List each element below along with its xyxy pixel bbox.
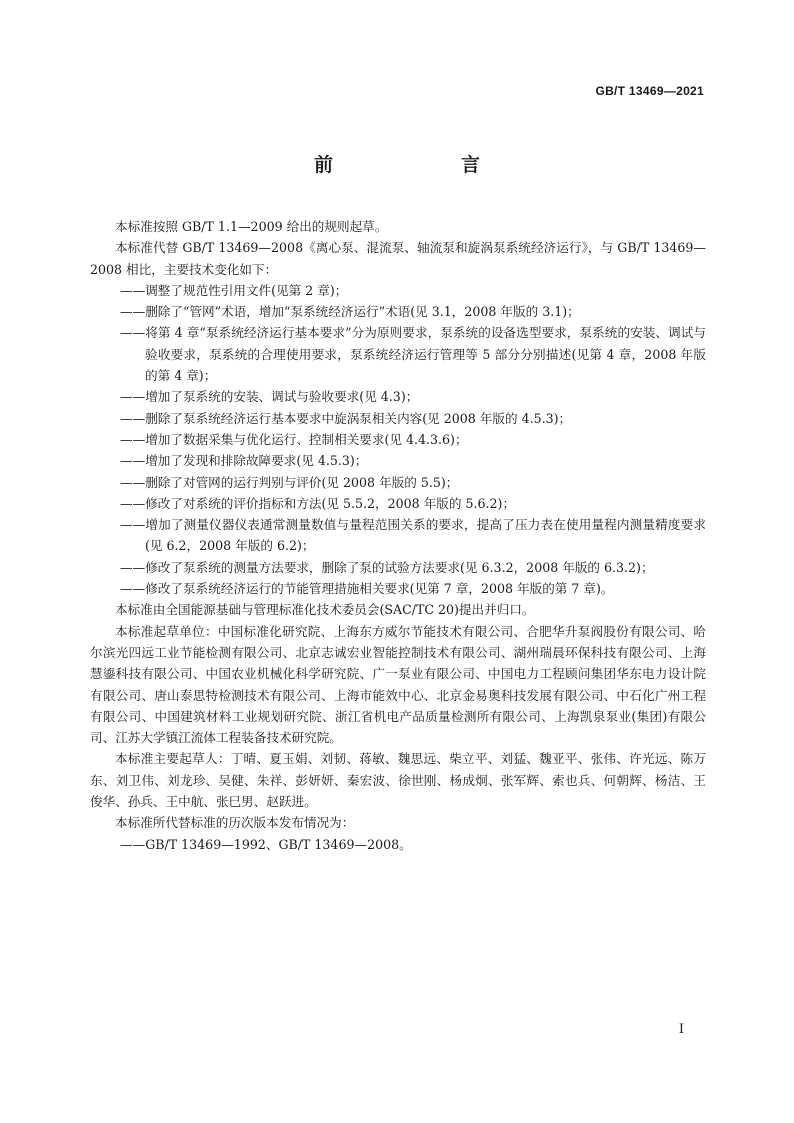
change-item: ——删除了泵系统经济运行基本要求中旋涡泵相关内容(见 2008 年版的 4.5.3)； [120, 410, 572, 426]
change-item: ——修改了泵系统的测量方法要求，删除了泵的试验方法要求(见 6.3.2，2008 年版的 6.3.2)； [120, 559, 654, 575]
paragraph: 本标准代替 GB/T 13469—2008《离心泵、混流泵、轴流泵和旋涡泵系统经济运行》，与 GB/T 13469—2008 相比，主要技术变化如下： [90, 240, 706, 277]
change-item: ——增加了泵系统的安装、调试与验收要求(见 4.3)； [120, 389, 419, 405]
change-item: ——将第 4 章“泵系统经济运行基本要求”分为原则要求，泵系统的设备选型要求，泵系统的安装、调试与验收要求，泵系统的合理使用要求，泵系统经济运行管理等 5 部分分别描述(见第 4 章，2008 年版的第 4 章)； [120, 325, 706, 384]
change-item: ——修改了对系统的评价指标和方法(见 5.5.2，2008 年版的 5.6.2)； [120, 495, 516, 511]
paragraph: 本标准所代替标准的历次版本发布情况为： [115, 815, 355, 831]
paragraph: 本标准主要起草人：丁晴、夏玉娟、刘韧、蒋敏、魏思远、柴立平、刘猛、魏亚平、张伟、许光远、陈万东、刘卫伟、刘龙珍、吴健、朱祥、彭妍妍、秦宏波、徐世刚、杨成炯、张军辉、索也兵、何朝辉、杨洁、王俊华、孙兵、王中航、张巳男、赵跃进。 [90, 751, 706, 810]
standard-number: GB/T 13469—2021 [595, 84, 704, 98]
paragraph: 本标准起草单位：中国标准化研究院、上海东方威尔节能技术有限公司、合肥华升泵阀股份有限公司、哈尔滨光四远工业节能检测有限公司、北京志诚宏业智能控制技术有限公司、湖州瑞晨环保科技有限公司、上海慧鎏科技有限公司、中国农业机械化科学研究院、广一泵业有限公司、中国电力工程顾问集团华东电力设计院有限公司、唐山泰思特检测技术有限公司、上海市能效中心、北京金易奥科技发展有限公司、中石化广州工程有限公司、中国建筑材料工业规划研究院、浙江省机电产品质量检测所有限公司、上海凯泉泵业(集团)有限公司、江苏大学镇江流体工程装备技术研究院。 [90, 623, 706, 746]
page-number: I [678, 1022, 684, 1037]
page-title: 前 言 [313, 154, 510, 176]
paragraph: 本标准按照 GB/T 1.1—2009 给出的规则起草。 [115, 219, 388, 234]
change-item: ——增加了发现和排除故障要求(见 4.5.3)； [120, 453, 368, 469]
change-item: ——增加了测量仪器仪表通常测量数值与量程范围关系的要求，提高了压力表在使用量程内测量精度要求(见 6.2，2008 年版的 6.2)； [120, 517, 706, 554]
foreword-body [90, 216, 706, 855]
history-item: ——GB/T 13469—1992、GB/T 13469—2008。 [120, 836, 412, 852]
paragraph: 本标准由全国能源基础与管理标准化技术委员会(SAC/TC 20)提出并归口。 [115, 602, 535, 618]
change-item: ——删除了“管网”术语，增加“泵系统经济运行”术语(见 3.1，2008 年版的 3.1)； [120, 304, 580, 320]
change-item: ——修改了泵系统经济运行的节能管理措施相关要求(见第 7 章，2008 年版的第 7 章)。 [120, 581, 614, 597]
change-item: ——删除了对管网的运行判别与评价(见 2008 年版的 5.5)； [120, 474, 459, 490]
change-item: ——增加了数据采集与优化运行、控制相关要求(见 4.4.3.6)； [120, 431, 468, 447]
change-item: ——调整了规范性引用文件(见第 2 章)； [120, 282, 348, 298]
